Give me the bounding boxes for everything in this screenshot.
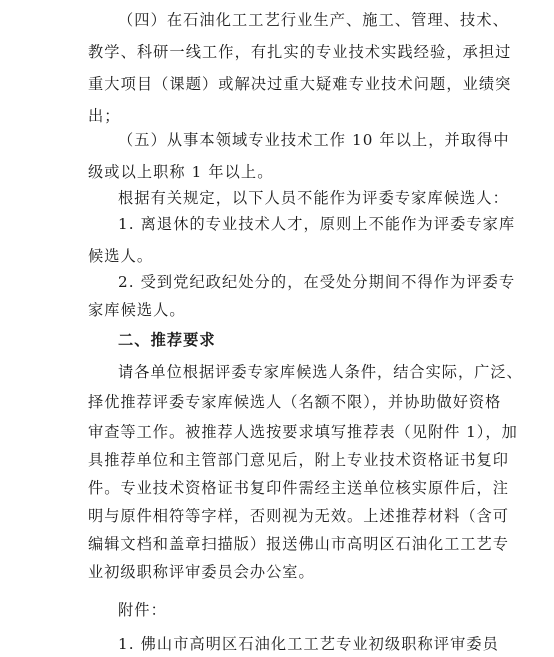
section-heading: 二、推荐要求 xyxy=(118,331,216,349)
attachments-label: 附件： xyxy=(118,601,167,619)
requirements-line-2: 择优推荐评委专家库候选人（名额不限），并协助做好资格 xyxy=(88,393,502,411)
requirements-line-3: 审查等工作。被推荐人选按要求填写推荐表（见附件 1），加 xyxy=(88,423,518,441)
exclusion-2-line-2: 家库候选人。 xyxy=(88,301,186,319)
requirements-line-4: 具推荐单位和主管部门意见后，附上专业技术资格证书复印 xyxy=(88,451,509,469)
para-5-line-2: 级或以上职称 1 年以上。 xyxy=(88,163,274,181)
para-4-line-2: 教学、科研一线工作，有扎实的专业技术实践经验，承担过 xyxy=(88,43,512,61)
para-4-line-1: （四）在石油化工工艺行业生产、施工、管理、技术、 xyxy=(118,11,509,29)
para-4-line-4: 出； xyxy=(88,107,121,125)
requirements-line-6: 明与原件相符等字样，否则视为无效。上述推荐材料（含可 xyxy=(88,507,509,525)
para-5-line-1: （五）从事本领域专业技术工作 10 年以上，并取得中 xyxy=(118,131,510,149)
attachment-1: 1. 佛山市高明区石油化工工艺专业初级职称评审委员 xyxy=(118,635,499,653)
exclusion-1-line-1: 1. 离退休的专业技术人才，原则上不能作为评委专家库 xyxy=(118,215,516,233)
exclusion-2-line-1: 2. 受到党纪政纪处分的，在受处分期间不得作为评委专 xyxy=(118,273,516,291)
exclusion-intro: 根据有关规定，以下人员不能作为评委专家库候选人： xyxy=(118,189,509,207)
requirements-line-5: 件。专业技术资格证书复印件需经主送单位核实原件后，注 xyxy=(88,479,509,497)
requirements-line-1: 请各单位根据评委专家库候选人条件，结合实际，广泛、 xyxy=(118,363,523,381)
exclusion-1-line-2: 候选人。 xyxy=(88,247,154,265)
requirements-line-7: 编辑文档和盖章扫描版）报送佛山市高明区石油化工工艺专 xyxy=(88,535,509,553)
requirements-line-8: 业初级职称评审委员会办公室。 xyxy=(88,563,315,581)
para-4-line-3: 重大项目（课题）或解决过重大疑难专业技术问题，业绩突 xyxy=(88,75,512,93)
